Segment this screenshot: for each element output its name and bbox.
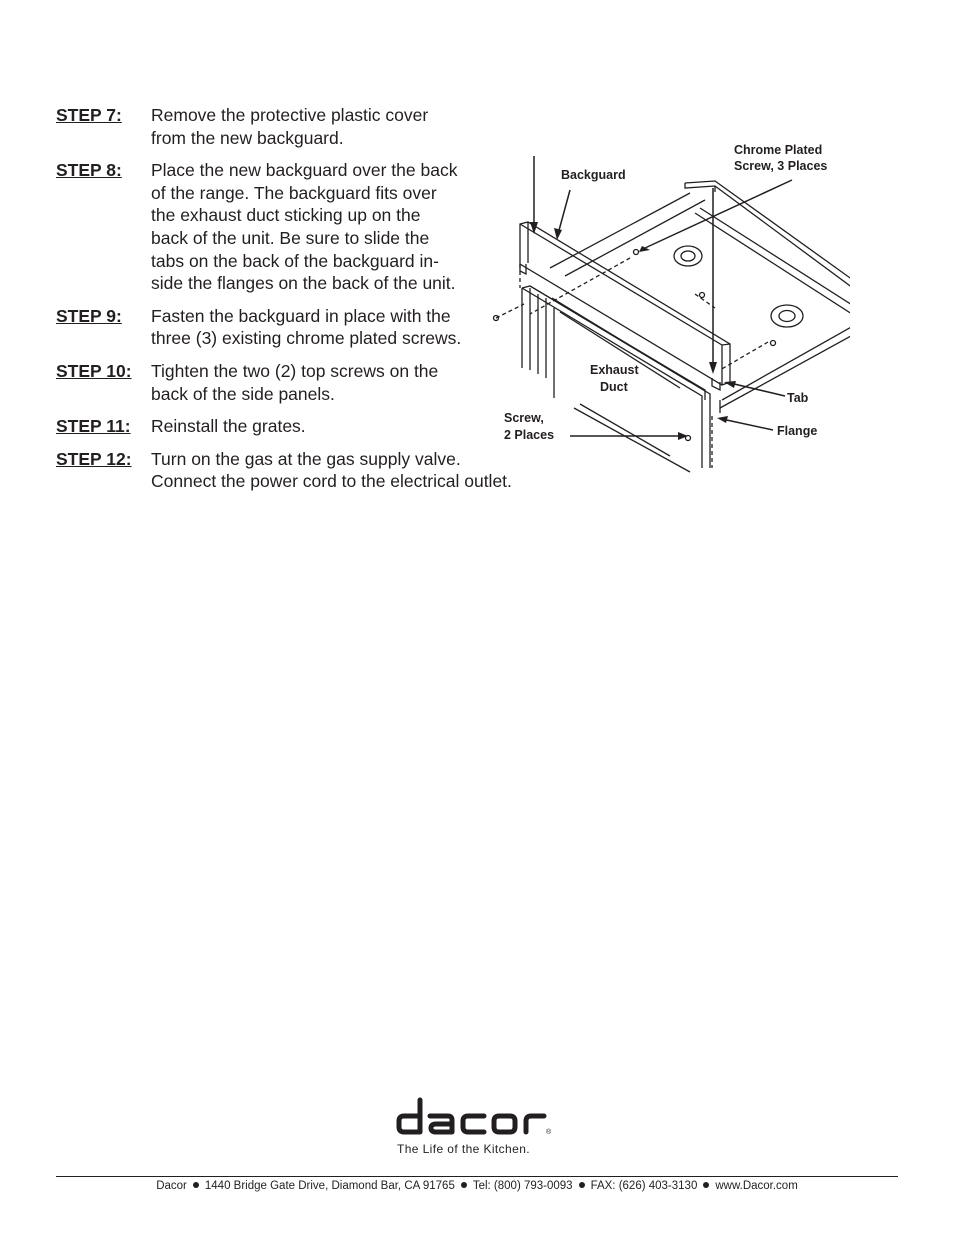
registered-mark: ® [546, 1129, 552, 1136]
bullet-icon [193, 1182, 199, 1188]
step-line: back of the unit. Be sure to slide the [151, 227, 430, 248]
step-line: tabs on the back of the backguard in- [151, 250, 439, 271]
backguard-installation-diagram [490, 138, 850, 478]
footer-fax: FAX: (626) 403-3130 [590, 1180, 698, 1192]
step-line: Fasten the backguard in place with the [151, 305, 451, 326]
bullet-icon [461, 1182, 467, 1188]
step-line: side the flanges on the back of the unit. [151, 273, 456, 294]
step-line: three (3) existing chrome plated screws. [151, 328, 462, 349]
step-line: Remove the protective plastic cover [151, 105, 429, 125]
footer-website: www.Dacor.com [715, 1180, 798, 1192]
label-exhaust-line1: Exhaust [590, 363, 639, 377]
label-exhaust-line2: Duct [600, 380, 628, 394]
footer-tel: Tel: (800) 793-0093 [472, 1180, 573, 1192]
step-label: STEP 12: [56, 448, 132, 469]
step-line: Place the new backguard over the back [151, 160, 458, 181]
step-line: the exhaust duct sticking up on the [151, 205, 421, 226]
label-chrome-line1: Chrome Plated [734, 143, 823, 157]
step-label: STEP 9: [56, 305, 122, 326]
label-screw-line2: 2 Places [504, 428, 555, 442]
step-line: Reinstall the grates. [151, 416, 306, 437]
logo-tagline: The Life of the Kitchen. [397, 1142, 531, 1156]
step-label: STEP 8: [56, 160, 122, 181]
footer-company: Dacor [156, 1180, 187, 1192]
step-label: STEP 7: [56, 105, 122, 125]
dacor-wordmark-icon [396, 1094, 566, 1142]
step-label: STEP 10: [56, 360, 132, 381]
bullet-icon [703, 1182, 709, 1188]
step-label: STEP 11: [56, 416, 131, 437]
footer-divider [56, 1176, 898, 1177]
bullet-icon [579, 1182, 585, 1188]
label-screw-line1: Screw, [504, 411, 544, 425]
label-chrome-line2: Screw, 3 Places [734, 159, 828, 173]
step-line: Turn on the gas at the gas supply valve. [151, 448, 461, 469]
label-tab: Tab [787, 391, 809, 405]
step-line: of the range. The backguard fits over [151, 182, 437, 203]
step-line: back of the side panels. [151, 383, 335, 404]
step-line: Connect the power cord to the electrical outlet. [151, 471, 512, 492]
label-flange: Flange [777, 424, 818, 438]
label-backguard: Backguard [561, 168, 626, 182]
step-line: from the new backguard. [151, 127, 344, 148]
step-line: Tighten the two (2) top screws on the [151, 360, 439, 381]
footer-contact [0, 1180, 954, 1192]
footer-address: 1440 Bridge Gate Drive, Diamond Bar, CA 91765 [204, 1180, 455, 1192]
